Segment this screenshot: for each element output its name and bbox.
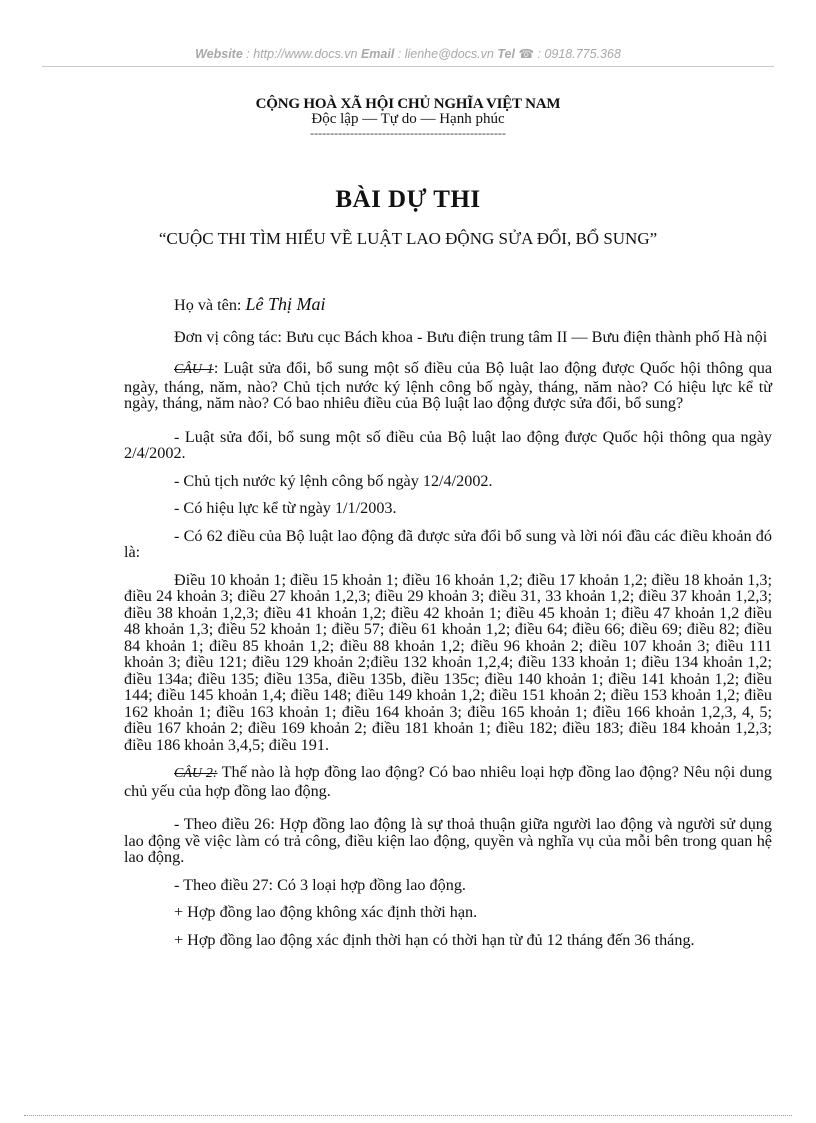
motto: Độc lập — Tự do — Hạnh phúc [311, 111, 505, 127]
tel-label: Tel [497, 47, 515, 61]
document-body [124, 296, 772, 948]
question-2-label: CÂU 2: [174, 766, 218, 781]
question-1 [124, 360, 772, 412]
fullname-value: Lê Thị Mai [245, 294, 326, 314]
header-divider [42, 66, 774, 67]
question-2-text: Thế nào là hợp đồng lao động? Có bao nhiêu loại hợp đồng lao động? Nêu nội dung chủ yếu của hợp đồng lao động. [124, 763, 772, 800]
answer-1-line-1: - Luật sửa đổi, bổ sung một số điều của Bộ luật lao động được Quốc hội thông qua ngày 2/4/2002. [124, 427, 772, 462]
tel-value: ☎ : 0918.775.368 [518, 47, 621, 61]
answer-2-line-3: + Hợp đồng lao động không xác định thời hạn. [174, 903, 478, 921]
national-motto [0, 97, 816, 139]
question-1-label: CÂU 1 [174, 362, 214, 377]
workplace-line: Đơn vị công tác: Bưu cục Bách khoa - Bưu điện trung tâm II — Bưu điện thành phố Hà nội [174, 327, 768, 346]
document-title: BÀI DỰ THI [335, 186, 481, 213]
country-name: CỘNG HOÀ XÃ HỘI CHỦ NGHĨA VIỆT NAM [255, 96, 561, 112]
motto-underline: ------------------------------------------------- [310, 126, 506, 140]
fullname-line [124, 296, 772, 314]
answer-2-line-2: - Theo điều 27: Có 3 loại hợp đồng lao động. [174, 875, 466, 894]
answer-1-line-4: - Có 62 điều của Bộ luật lao động đã được sửa đổi bổ sung và lời nói đầu các điều khoản đó là: [124, 526, 772, 561]
website-label: Website [195, 47, 243, 61]
question-1-text: : Luật sửa đổi, bổ sung một số điều của Bộ luật lao động được Quốc hội thông qua ngày, tháng, năm, nào? Chủ tịch nước ký lệnh công bố ngày, tháng, năm nào? Có hiệu lực kể từ ngày, tháng, năm nào? Có bao nhiêu điều của Bộ luật lao động được sửa đổi, bổ sung? [124, 359, 772, 412]
email-value[interactable]: : lienhe@docs.vn [397, 47, 494, 61]
answer-2-line-1: - Theo điều 26: Hợp đồng lao động là sự thoả thuận giữa người lao động và người sử dụng lao động về việc làm có trả công, điều kiện lao động, quyền và nghĩa vụ của mỗi bên trong quan hệ lao động. [124, 815, 772, 866]
website-value[interactable]: : http://www.docs.vn [246, 47, 358, 61]
page-header [0, 46, 816, 61]
fullname-label: Họ và tên: [174, 296, 242, 314]
question-2 [124, 764, 772, 799]
footer-divider [24, 1115, 792, 1116]
answer-2-line-4: + Hợp đồng lao động xác định thời hạn có thời hạn từ đủ 12 tháng đến 36 tháng. [174, 930, 695, 949]
document-subtitle: “CUỘC THI TÌM HIỂU VỀ LUẬT LAO ĐỘNG SỬA ĐỔI, BỔ SUNG” [158, 229, 658, 248]
email-label: Email [360, 47, 395, 61]
answer-1-line-3: - Có hiệu lực kể từ ngày 1/1/2003. [174, 499, 397, 517]
answer-1-line-2: - Chủ tịch nước ký lệnh công bố ngày 12/4/2002. [174, 471, 493, 490]
answer-1-article-list: Điều 10 khoản 1; điều 15 khoản 1; điều 16 khoản 1,2; điều 17 khoản 1,2; điều 18 khoản 1,3; điều 24 khoản 3; điều 27 khoản 1,2,3; điều 29 khoản 3; điều 31, 33 khoản 1,2; điều 37 khoản 1,2,3; điều 38 khoản 1,2,3; điều 41 khoản 1,2; điều 42 khoản 1; điều 45 khoản 1; điều 47 khoản 1,2 điều 48 khoản 1,3; điều 52 khoản 1; điều 57; điều 61 khoản 1,2; điều 64; điều 66; điều 69; điều 82; điều 84 khoản 1; điều 85 khoản 1,2; điều 88 khoản 1,2; điều 96 khoản 2; điều 107 khoản 3; điều 111 khoản 3; điều 121; điều 129 khoản 2;điều 132 khoản 1,2,4; điều 133 khoản 1; điều 134 khoản 1,2; điều 134a; điều 135; điều 135a, điều 135b, điều 135c; điều 140 khoản 1; điều 141 khoản 1,2; điều 144; điều 145 khoản 1,4; điều 148; điều 149 khoản 1,2; điều 151 khoản 2; điều 153 khoản 1,2; điều 162 khoản 1; điều 163 khoản 1; điều 164 khoản 3; điều 165 khoản 1; điều 166 khoản 1,2,3, 4, 5; điều 167 khoản 2; điều 169 khoản 2; điều 181 khoản 1; điều 182; điều 183; điều 184 khoản 1,2,3; điều 186 khoản 3,4,5; điều 191. [124, 570, 772, 754]
